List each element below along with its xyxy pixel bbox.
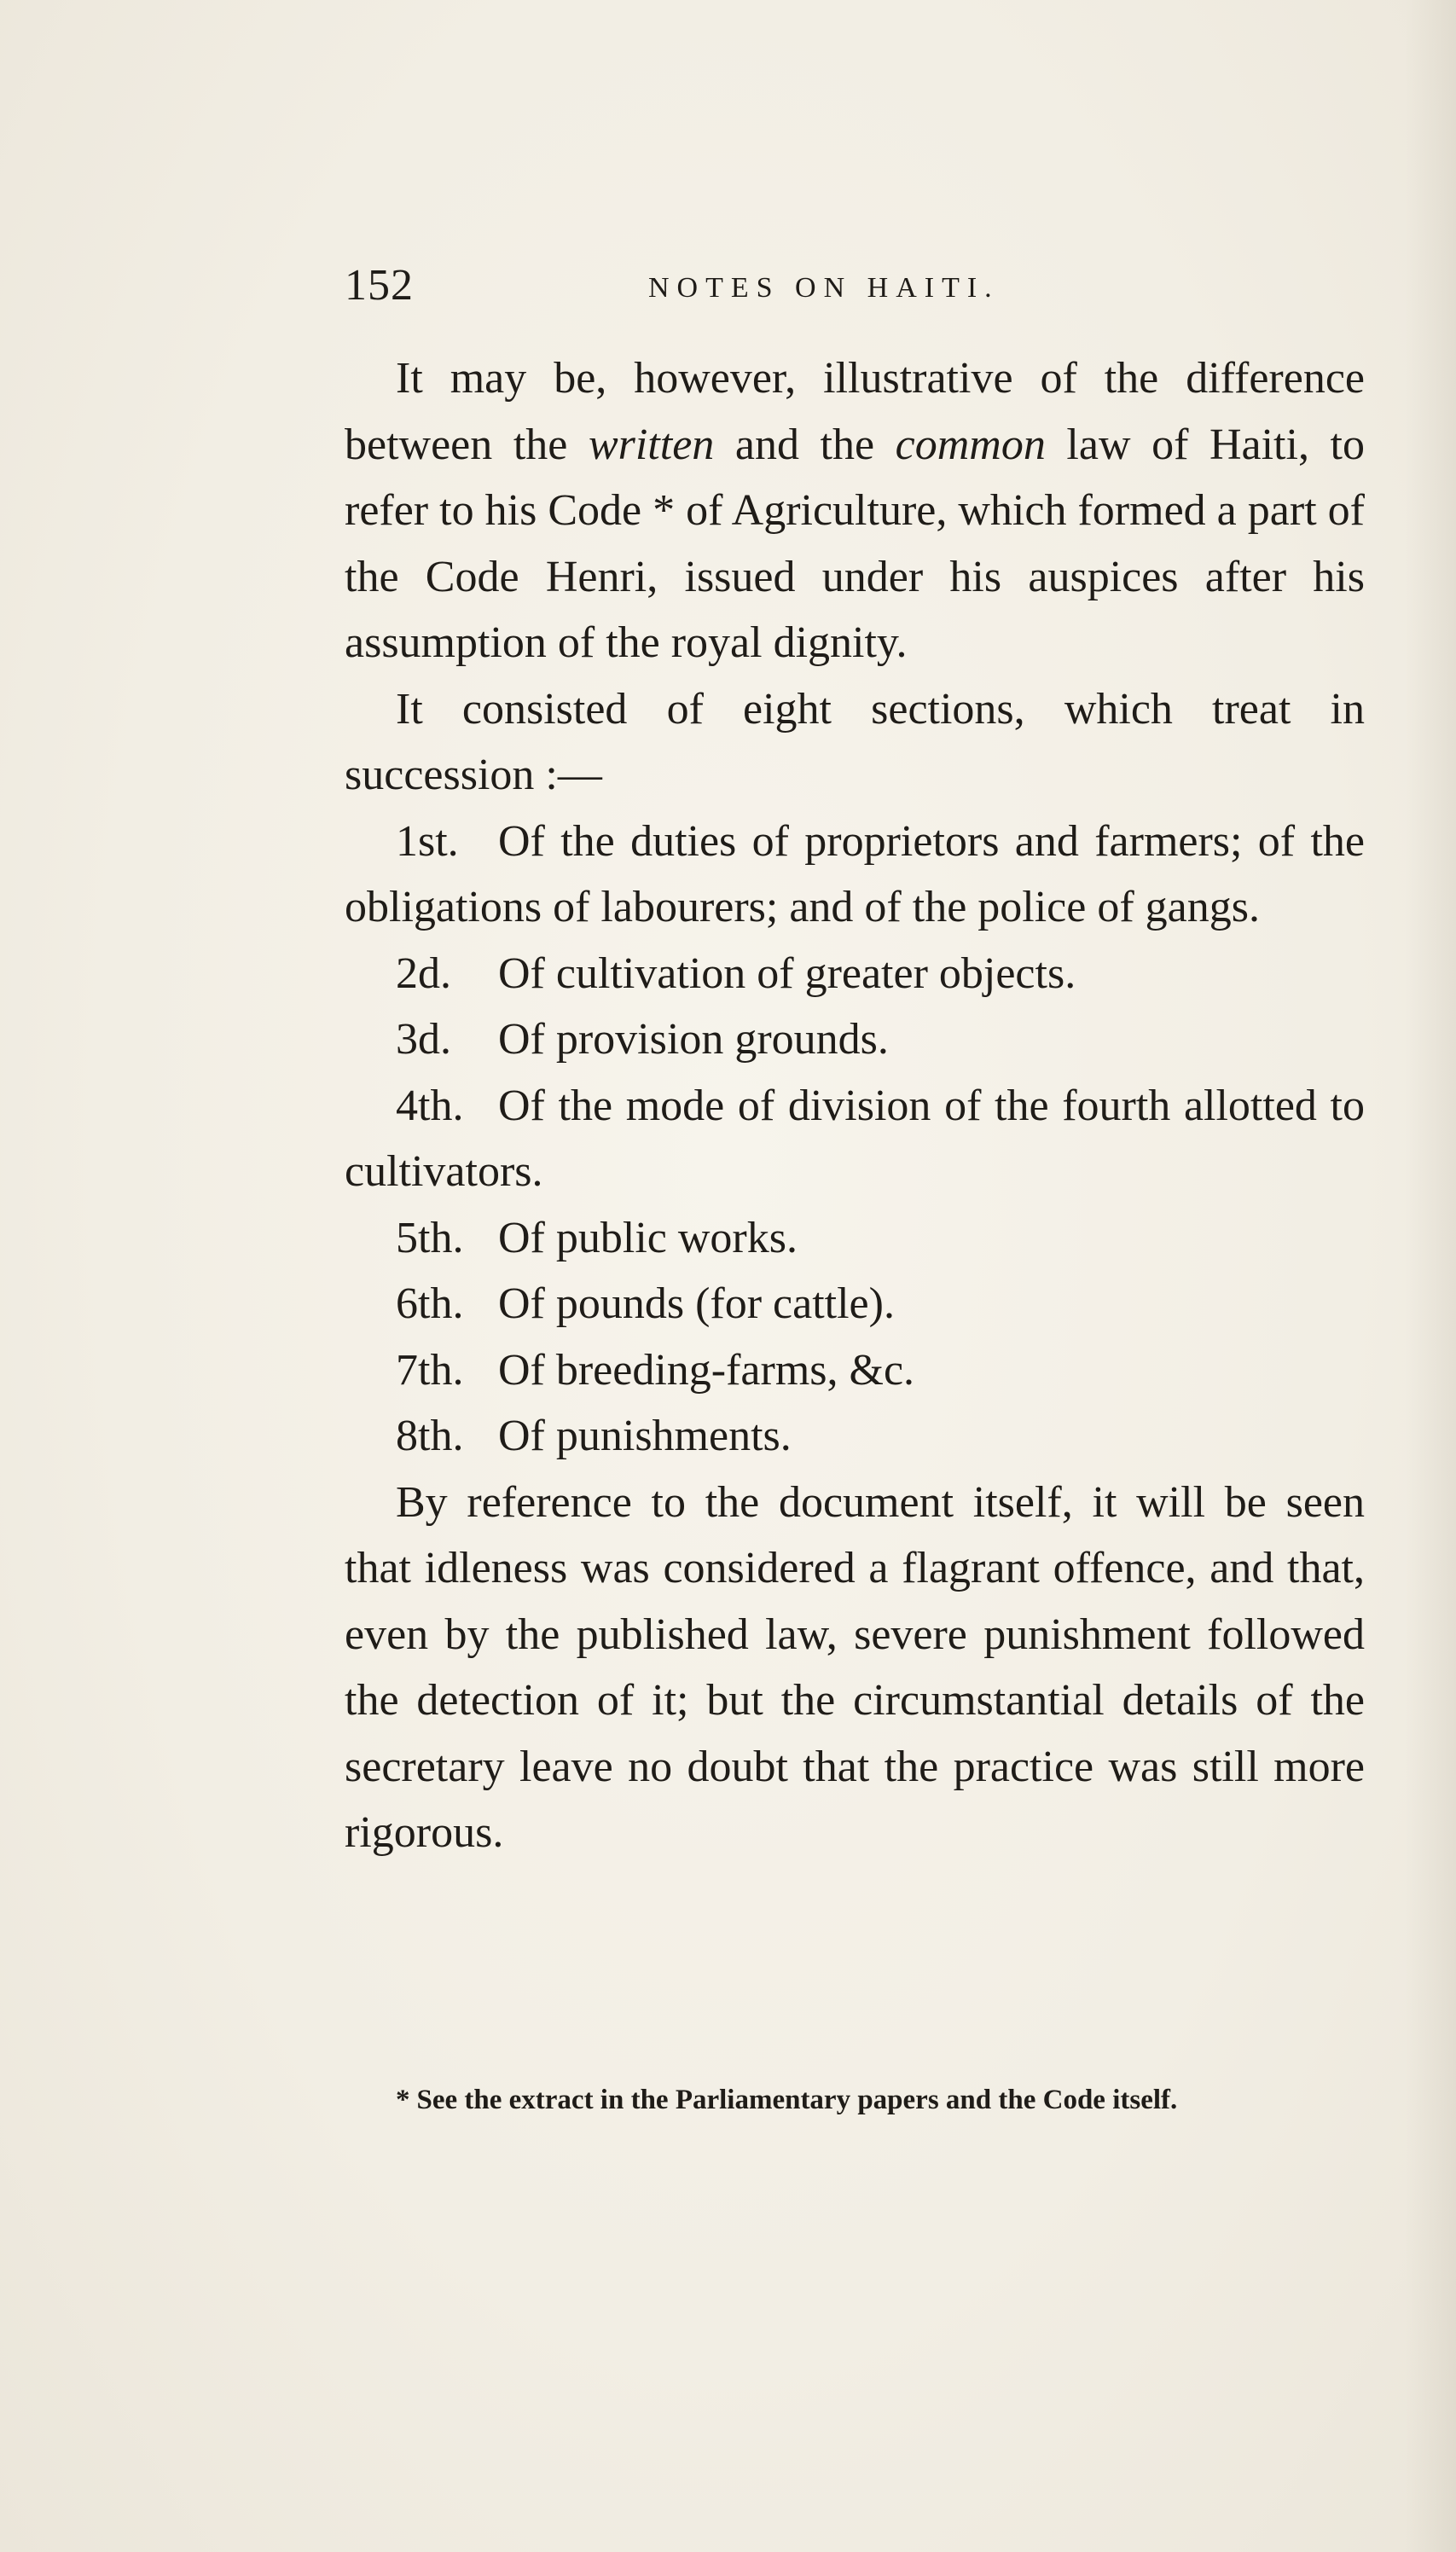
section-text: Of public works. (498, 1213, 798, 1262)
running-head: NOTES ON HAITI. (648, 272, 1000, 304)
section-item (345, 809, 1365, 941)
section-number: 3d. (396, 1015, 451, 1064)
section-item (345, 1006, 1365, 1073)
section-item (345, 1271, 1365, 1337)
section-text: Of the mode of division of the fourth allotted to cultivators. (345, 1081, 1365, 1196)
section-number: 6th. (396, 1279, 464, 1328)
paragraph-intro-part-a: It may be, however, illustrative of the difference between the (345, 354, 1365, 469)
section-text: Of provision grounds. (498, 1015, 889, 1064)
section-item (345, 1337, 1365, 1404)
footnote-mark: * (396, 2085, 410, 2115)
section-number: 5th. (396, 1213, 464, 1262)
section-number: 2d. (396, 948, 451, 998)
section-text: Of pounds (for cattle). (498, 1279, 895, 1328)
paragraph-intro-part-c: law of Haiti, to refer to his Code * of Agriculture, which formed a part of the Code Henri, issued under his auspices after his assumption of the royal dignity. (345, 420, 1365, 667)
section-item (345, 1403, 1365, 1470)
page-edge-shadow (1405, 0, 1456, 2552)
paragraph-sections-intro: It consisted of eight sections, which treat in succession :— (345, 684, 1365, 799)
section-number: 4th. (396, 1081, 464, 1130)
emphasis-written: written (588, 420, 715, 469)
footnote (345, 2077, 1365, 2124)
section-text: Of punishments. (498, 1412, 792, 1460)
section-number: 1st. (396, 816, 459, 866)
section-text: Of cultivation of greater objects. (498, 948, 1076, 998)
paragraph-intro (345, 345, 1365, 676)
paragraph-conclusion: By reference to the document itself, it will be seen that idleness was considered a flagrant offence, and that, even by the published law, severe punishment followed the detection of it; but the circumstantial details of the secretary leave no doubt that the practice was still more rigorous. (345, 1477, 1365, 1857)
page-number: 152 (345, 261, 414, 310)
paragraph-intro-part-b: and the (714, 420, 896, 469)
body-text (345, 345, 1365, 1866)
section-item (345, 941, 1365, 1007)
section-number: 7th. (396, 1345, 464, 1395)
section-text: Of breeding-farms, &c. (498, 1345, 915, 1395)
page-header (345, 256, 1368, 316)
section-number: 8th. (396, 1412, 464, 1460)
section-item (345, 1073, 1365, 1205)
section-item (345, 1205, 1365, 1272)
section-text: Of the duties of proprietors and farmers; of the obligations of labourers; and of the police of gangs. (345, 816, 1365, 931)
emphasis-common: common (895, 420, 1046, 469)
footnote-text: See the extract in the Parliamentary papers and the Code itself. (416, 2085, 1178, 2115)
